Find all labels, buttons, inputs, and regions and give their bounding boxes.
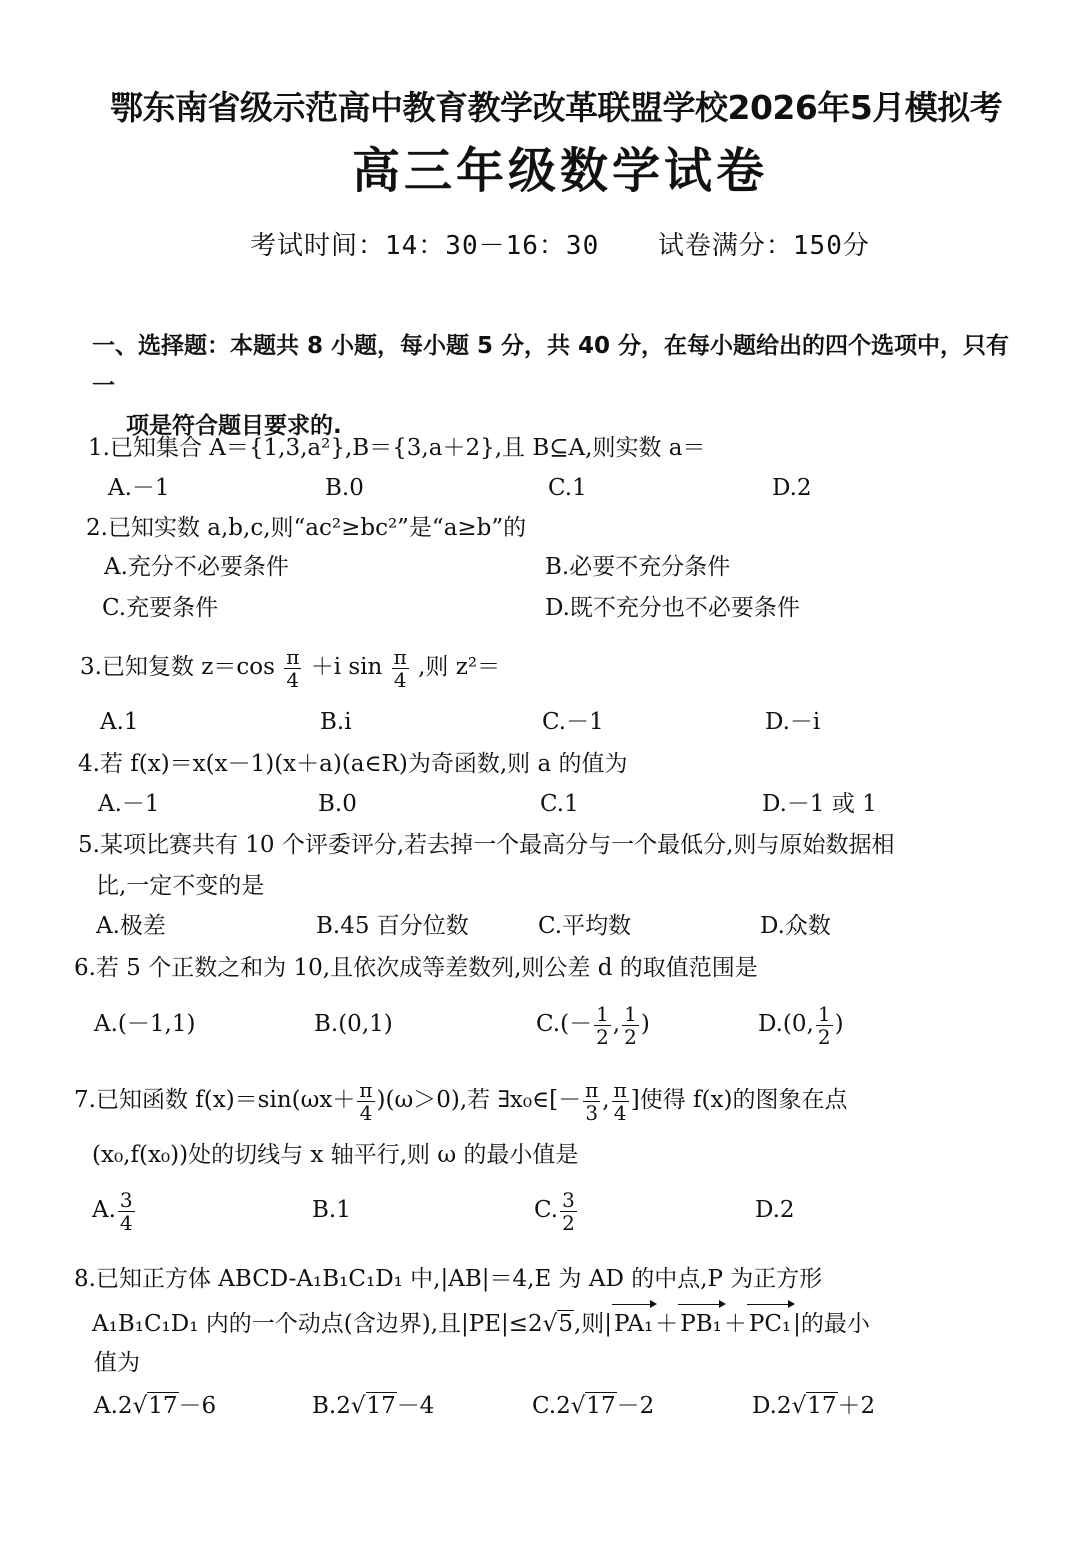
q8-a-suffix: －6 (178, 1393, 217, 1419)
q1-option-b: B.0 (325, 475, 364, 501)
question-4-stem: 4.若 f(x)＝x(x－1)(x＋a)(a∈R)为奇函数,则 a 的值为 (78, 751, 628, 777)
q7-option-a-prefix: A. (92, 1197, 116, 1223)
q6-option-d (758, 996, 844, 1052)
exam-time: 考试时间：14：30－16：30 (250, 231, 600, 261)
q5-option-a: A.极差 (96, 913, 166, 939)
q7-a-num: 3 (119, 1187, 133, 1212)
exam-title-line2: 高三年级数学试卷 (351, 143, 768, 199)
question-7-stem-line2: (x₀,f(x₀))处的切线与 x 轴平行,则 ω 的最小值是 (92, 1142, 579, 1168)
q1-option-c: C.1 (548, 475, 587, 501)
q7-option-c (534, 1182, 579, 1238)
q7-c-fraction (560, 1189, 577, 1234)
full-score: 试卷满分：150分 (657, 231, 870, 261)
q6-c-frac1-num: 1 (596, 1001, 609, 1026)
q4-option-d: D.－1 或 1 (762, 791, 877, 817)
q7-c-den: 2 (562, 1210, 575, 1235)
q7-a-fraction (118, 1189, 135, 1234)
q7-option-b: B.1 (312, 1197, 351, 1223)
q8-b-radicand: 17 (366, 1393, 396, 1419)
q6-option-c (536, 996, 650, 1052)
q3-option-d: D.－i (765, 709, 821, 735)
q7-option-d: D.2 (755, 1197, 795, 1223)
q8-line2-suffix: |的最小 (793, 1311, 870, 1337)
q3-stem-mid: ＋i sin (310, 654, 383, 680)
q8-c-suffix: －2 (616, 1393, 655, 1419)
q6-option-c-prefix: C.(－ (536, 1011, 593, 1037)
question-8-stem-line3: 值为 (94, 1350, 140, 1376)
q8-c-sqrt: √17 (570, 1393, 616, 1419)
q8-c-radicand: 17 (586, 1393, 616, 1419)
section-heading-line1: 一、选择题：本题共 8 小题，每小题 5 分，共 40 分，在每小题给出的四个选项中，只有一 (92, 333, 1010, 399)
q7-c-num: 3 (562, 1187, 575, 1212)
q7-fraction-pi-4 (357, 1079, 374, 1124)
q7-option-a (92, 1182, 137, 1238)
q8-sqrt5: √5 (542, 1311, 573, 1337)
q7-stem-comma: , (602, 1087, 610, 1113)
q6-d-fraction (816, 1003, 833, 1048)
question-5-stem-line2: 比,一定不变的是 (96, 873, 265, 899)
q3-option-b: B.i (320, 709, 352, 735)
q8-line2-mid: ,则| (573, 1311, 613, 1337)
q5-option-b: B.45 百分位数 (316, 913, 469, 939)
q5-option-c: C.平均数 (538, 913, 632, 939)
question-5-stem-line1: 5.某项比赛共有 10 个评委评分,若去掉一个最高分与一个最低分,则与原始数据相 (78, 832, 895, 858)
q8-d-suffix: ＋2 (837, 1393, 876, 1419)
q8-b-sqrt: √17 (350, 1393, 396, 1419)
q8-option-d (752, 1388, 875, 1424)
q3-fraction-2 (392, 646, 409, 691)
q8-option-c (532, 1388, 654, 1424)
q6-option-d-prefix: D.(0, (758, 1011, 814, 1037)
q6-d-close: ) (834, 1011, 844, 1037)
q8-vector-pb1: PB₁ (678, 1304, 724, 1343)
q8-d-prefix: D.2 (752, 1393, 792, 1419)
q8-c-prefix: C.2 (532, 1393, 571, 1419)
q8-line2-prefix: A₁B₁C₁D₁ 内的一个动点(含边界),且|PE|≤2 (92, 1311, 543, 1337)
q8-b-prefix: B.2 (312, 1393, 351, 1419)
q2-option-c: C.充要条件 (102, 595, 219, 621)
section-heading (92, 326, 1027, 446)
question-1-stem: 1.已知集合 A＝{1,3,a²},B＝{3,a＋2},且 B⊆A,则实数 a＝ (88, 435, 706, 461)
q4-option-b: B.0 (318, 791, 357, 817)
q6-c-frac1-den: 2 (596, 1024, 609, 1049)
q7-frac1-den: 4 (359, 1100, 373, 1125)
q7-frac1-num: π (359, 1077, 373, 1102)
q6-option-a: A.(－1,1) (94, 1011, 196, 1037)
q7-frac3-den: 4 (613, 1100, 627, 1125)
q8-vector-pc1: PC₁ (747, 1304, 793, 1343)
q8-plus-1: ＋ (655, 1311, 679, 1337)
q7-frac3-num: π (613, 1077, 627, 1102)
question-7-stem-line1 (74, 1074, 847, 1126)
q6-option-b: B.(0,1) (314, 1011, 393, 1037)
q7-frac2-den: 3 (585, 1100, 599, 1125)
q1-option-d: D.2 (772, 475, 812, 501)
q6-c-comma: , (612, 1011, 621, 1037)
question-8-stem-line2 (92, 1304, 870, 1343)
q8-vector-pa1: PA₁ (612, 1304, 655, 1343)
q7-fraction-pi-4b (612, 1079, 629, 1124)
q3-frac2-num: π (393, 644, 407, 669)
question-2-stem: 2.已知实数 a,b,c,则“ac²≥bc²”是“a≥b”的 (86, 515, 527, 541)
q6-c-frac2-den: 2 (624, 1024, 637, 1049)
q8-a-prefix: A.2 (94, 1393, 133, 1419)
q4-option-c: C.1 (540, 791, 579, 817)
q8-option-a (94, 1388, 216, 1424)
question-6-stem: 6.若 5 个正数之和为 10,且依次成等差数列,则公差 d 的取值范围是 (74, 955, 758, 981)
exam-title-line1: 鄂东南省级示范高中教育教学改革联盟学校2026年5月模拟考 (110, 88, 1003, 127)
q7-a-den: 4 (119, 1210, 133, 1235)
q3-option-a: A.1 (100, 709, 139, 735)
q3-option-c: C.－1 (542, 709, 604, 735)
q7-stem-mid: )(ω＞0),若 ∃x₀∈[－ (376, 1087, 582, 1113)
q3-frac1-den: 4 (286, 667, 300, 692)
q6-c-close: ) (640, 1011, 650, 1037)
q3-stem-prefix: 3.已知复数 z＝cos (80, 654, 275, 680)
q2-option-a: A.充分不必要条件 (104, 554, 289, 580)
q6-c-fraction-1 (594, 1003, 611, 1048)
q6-d-frac-den: 2 (817, 1024, 831, 1049)
exam-info (250, 225, 870, 262)
q1-option-a: A.－1 (108, 475, 170, 501)
question-3-stem (80, 642, 500, 692)
q5-option-d: D.众数 (760, 913, 831, 939)
q8-b-suffix: －4 (396, 1393, 435, 1419)
q3-fraction-1 (284, 646, 301, 691)
q6-c-frac2-num: 1 (624, 1001, 637, 1026)
q3-frac2-den: 4 (393, 667, 407, 692)
q8-option-b (312, 1388, 434, 1424)
q3-frac1-num: π (286, 644, 300, 669)
q2-option-d: D.既不充分也不必要条件 (545, 595, 800, 621)
q8-d-radicand: 17 (807, 1393, 837, 1419)
q2-option-b: B.必要不充分条件 (545, 554, 731, 580)
q8-d-sqrt: √17 (791, 1393, 837, 1419)
q7-frac2-num: π (585, 1077, 599, 1102)
question-8-stem-line1: 8.已知正方体 ABCD-A₁B₁C₁D₁ 中,|AB|＝4,E 为 AD 的中点,P 为正方形 (74, 1266, 823, 1292)
q7-stem-prefix: 7.已知函数 f(x)＝sin(ωx＋ (74, 1087, 356, 1113)
q8-sqrt5-radicand: 5 (558, 1311, 573, 1337)
q6-c-fraction-2 (622, 1003, 639, 1048)
q7-option-c-prefix: C. (534, 1197, 559, 1223)
q3-stem-suffix: ,则 z²＝ (418, 654, 501, 680)
section-heading-line2: 项是符合题目要求的. (126, 413, 342, 439)
q7-fraction-pi-3 (583, 1079, 600, 1124)
q4-option-a: A.－1 (98, 791, 160, 817)
q8-a-sqrt: √17 (132, 1393, 178, 1419)
q7-stem-suffix: ]使得 f(x)的图象在点 (630, 1087, 848, 1113)
q8-plus-2: ＋ (723, 1311, 747, 1337)
q6-d-frac-num: 1 (817, 1001, 831, 1026)
q8-a-radicand: 17 (148, 1393, 178, 1419)
